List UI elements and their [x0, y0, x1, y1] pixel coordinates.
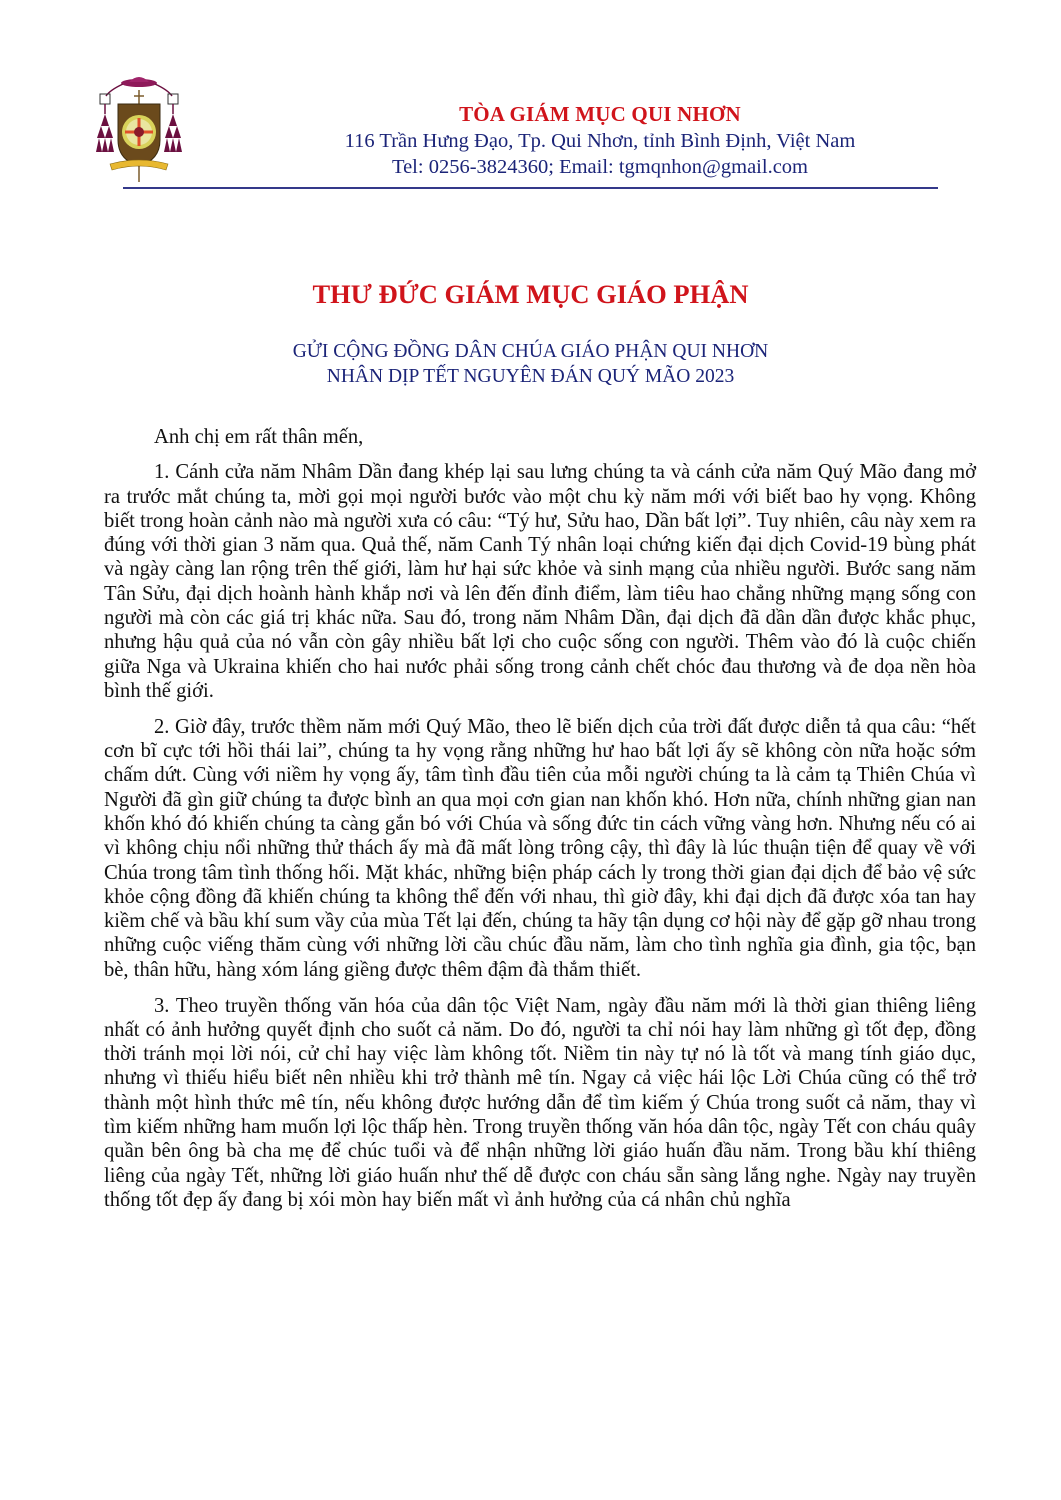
organization-name: TÒA GIÁM MỤC QUI NHƠN: [459, 102, 741, 126]
coat-of-arms-icon: [96, 74, 182, 186]
subtitle-line-2: NHÂN DỊP TẾT NGUYÊN ĐÁN QUÝ MÃO 2023: [326, 366, 735, 387]
salutation: Anh chị em rất thân mến,: [154, 426, 364, 448]
subtitle-line-1: GỬI CỘNG ĐỒNG DÂN CHÚA GIÁO PHẬN QUI NHƠN: [292, 341, 769, 362]
letterhead: [0, 0, 1061, 200]
organization-contact: Tel: 0256-3824360; Email: tgmqnhon@gmail.com: [391, 156, 808, 178]
organization-block: [250, 100, 950, 180]
paragraph-1: 1. Cánh cửa năm Nhâm Dần đang khép lại sau lưng chúng ta và cánh cửa năm Quý Mão đang mở ra trước mắt chúng ta, mời gọi mọi người bước vào một chu kỳ năm mới với biết bao hy vọng. Không biết trong hoàn cảnh nào mà người xưa có câu: “Tý hư, Sửu hao, Dần bất lợi”. Tuy nhiên, câu này xem ra đúng với thời gian 3 năm qua. Quả thế, năm Canh Tý nhân loại chứng kiến đại dịch Covid-19 bùng phát và ngày càng lan rộng trên thế giới, làm hư hại sức khỏe và sinh mạng của nhiều người. Bước sang năm Tân Sửu, đại dịch hoành hành khắp nơi và lên đến đỉnh điểm, làm tiêu hao chẳng những mạng sống con người mà còn các giá trị khác nữa. Sau đó, trong năm Nhâm Dần, đại dịch đã dần dần được khắc phục, nhưng hậu quả của nó vẫn còn gây nhiều bất lợi cho cuộc sống con người. Thêm vào đó là cuộc chiến giữa Nga và Ukraina khiến cho hai nước phải sống trong cảnh chết chóc đau thương và đe dọa nền hòa bình thế giới.: [104, 461, 976, 702]
letter-body: [104, 425, 976, 1224]
document-subtitle: [0, 339, 1061, 389]
paragraph-2: 2. Giờ đây, trước thềm năm mới Quý Mão, theo lẽ biến dịch của trời đất được diễn tả qua câu: “hết cơn bĩ cực tới hồi thái lai”, chúng ta hy vọng rằng những hư hao bất lợi ấy sẽ không còn nữa hoặc sớm chấm dứt. Cùng với niềm hy vọng ấy, tâm tình đầu tiên của mỗi người chúng ta là cảm tạ Thiên Chúa vì Người đã gìn giữ chúng ta được bình an qua mọi cơn gian nan khốn khó. Hơn nữa, chính những gian nan khốn khó đó khiến chúng ta càng gắn bó với Chúa và sống đức tin cách vững vàng hơn. Nhưng nếu có ai vì không chịu nổi những thử thách ấy mà đã mất lòng trông cậy, thì đây là lúc thuận tiện để quay về với Chúa trong tâm tình thống hối. Mặt khác, những biện pháp cách ly trong thời gian đại dịch để bảo vệ sức khỏe cộng đồng đã khiến chúng ta không thể đến với nhau, thì giờ đây, khi đại dịch đã được xóa tan hay kiềm chế và bầu khí sum vầy của mùa Tết lại đến, chúng ta hãy tận dụng cơ hội này để gặp gỡ nhau trong những cuộc viếng thăm cùng với những lời cầu chúc đầu năm, làm cho tình nghĩa gia đình, gia tộc, bạn bè, thân hữu, hàng xóm láng giềng được thêm đậm đà thắm thiết.: [104, 715, 976, 981]
paragraph-3: 3. Theo truyền thống văn hóa của dân tộc Việt Nam, ngày đầu năm mới là thời gian thiêng liêng nhất có ảnh hưởng quyết định cho suốt cả năm. Do đó, người ta chỉ nói hay làm những gì tốt đẹp, đồng thời tránh mọi lời nói, cử chỉ hay việc làm không tốt. Niềm tin này tự nó là tốt và mang tính giáo dục, nhưng vì thiếu hiểu biết nên nhiều khi trở thành mê tín. Ngay cả việc hái lộc Lời Chúa cũng có thể trở thành một hình thức mê tín, nếu không được hướng dẫn để tìm kiếm ý Chúa trong suốt cả năm, thay vì tìm kiếm những ham muốn lợi lộc thấp hèn. Trong truyền thống văn hóa dân tộc, ngày Tết con cháu quây quần bên ông bà cha mẹ để chúc tuổi và để nhận những lời giáo huấn đầu năm. Trong bầu khí thiêng liêng của ngày Tết, những lời giáo huấn như thế dễ được con cháu sẵn sàng lắng nghe. Ngày nay truyền thống tốt đẹp ấy đang bị xói mòn hay biến mất vì ảnh hưởng của cá nhân chủ nghĩa: [104, 994, 976, 1211]
organization-address: 116 Trần Hưng Đạo, Tp. Qui Nhơn, tỉnh Bình Định, Việt Nam: [344, 130, 856, 152]
document-title: THƯ ĐỨC GIÁM MỤC GIÁO PHẬN: [312, 279, 749, 309]
header-divider: [123, 187, 938, 189]
